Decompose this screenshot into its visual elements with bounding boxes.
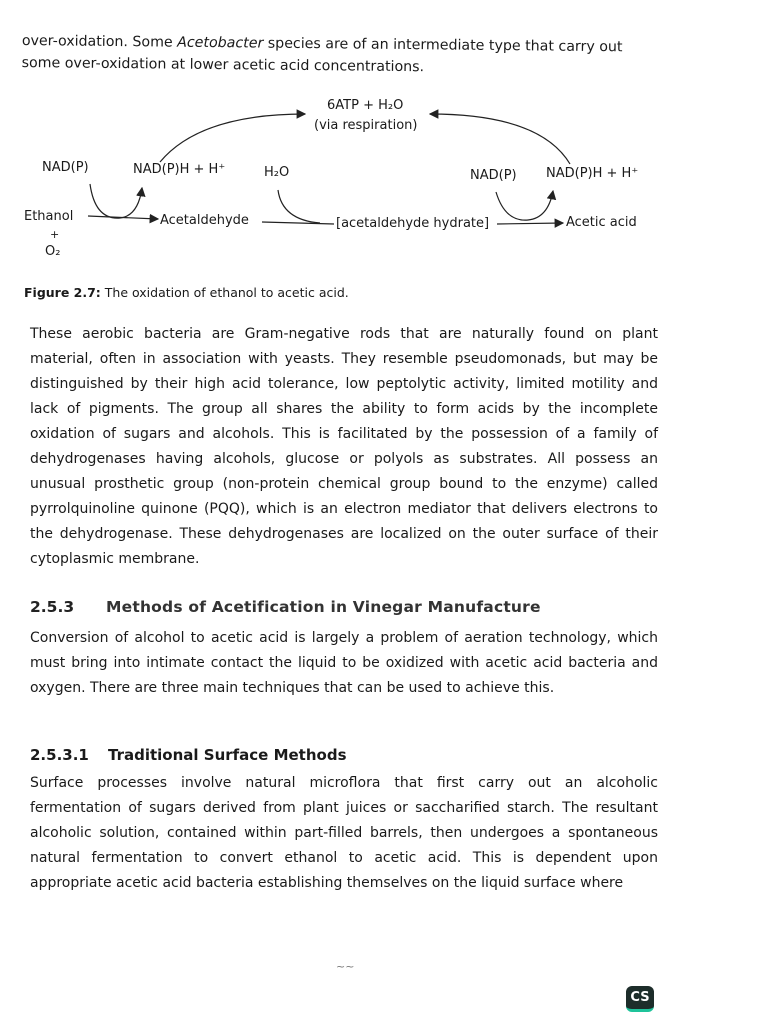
respiration-label: (via respiration) [314,118,418,133]
respiration-arrow-right [430,114,570,164]
intro-text-before: over-oxidation. Some [21,32,178,51]
paragraph-surface-processes [30,771,658,896]
respiration-arrow-left [160,114,305,162]
water-label: H₂O [264,165,290,180]
intro-text-after: species are of an intermediate type that carry out some over-oxidation at lower acetic acid concentrations. [21,35,623,76]
figure-caption-label: Figure 2.7: [24,285,101,300]
section-heading [30,598,541,616]
paragraph-conversion [30,626,658,701]
ethanol-label: Ethanol [24,209,74,224]
page-number: ~~ [336,960,355,973]
atp-label: 6ATP + H₂O [327,98,404,113]
nadp-left-label: NAD(P) [42,160,89,175]
section-number: 2.5.3 [30,598,75,616]
paragraph-conversion-text: Conversion of alcohol to acetic acid is largely a problem of aeration technology, which must bring into intimate contact the liquid to be oxidized with acetic acid bacteria and oxygen. There are three main techniques that can be used to achieve this. [30,630,658,696]
nadph-left-label: NAD(P)H + H⁺ [133,162,226,177]
paragraph-aerobic-bacteria-text: These aerobic bacteria are Gram-negative rods that are naturally found on plant material, often in association with yeasts. They resemble pseudomonads, but may be distinguished by their high acid tolerance, low peptolytic activity, limited motility and lack of pigments. The group all shares the ability to form acids by the incomplete oxidation of sugars and alcohols. This is facilitated by the possession of a family of dehydrogenases having alcohols, glucose or polyols as substrates. All possess an unusual prosthetic group (non-protein chemical group bound to the enzyme) called pyrrolquinoline quinone (PQQ), which is an electron mediator that delivers electrons to the dehydrogenase. These dehydrogenases are localized on the outer surface of their cytoplasmic membrane. [30,326,658,567]
hydrate-label: [acetaldehyde hydrate] [336,216,490,231]
left-nad-curve [90,184,142,218]
subsection-heading [30,746,347,764]
figure-caption-text: The oxidation of ethanol to acetic acid. [100,285,349,300]
reaction-diagram [0,92,768,282]
plus-sign: + [50,228,60,241]
acetaldehyde-label: Acetaldehyde [160,213,249,228]
hydrate-to-acetic-arrow [497,223,563,224]
oxygen-label: O₂ [45,244,61,259]
figure-caption [24,285,349,300]
right-nad-curve [496,191,553,220]
camscanner-badge-icon: CS [626,986,654,1012]
intro-paragraph [22,30,662,81]
intro-italic-genus: Acetobacter [177,34,264,52]
acetaldehyde-to-hydrate-line [262,222,334,224]
subsection-title: Traditional Surface Methods [108,746,347,764]
nadph-right-label: NAD(P)H + H⁺ [546,166,639,181]
water-curve [278,190,320,223]
paragraph-surface-processes-text: Surface processes involve natural microflora that first carry out an alcoholic fermentation of sugars derived from plant juices or saccharified starch. The resultant alcoholic solution, contained within part-filled barrels, then undergoes a spontaneous natural fermentation to convert ethanol to acetic acid. This is dependent upon appropriate acetic acid bacteria establishing themselves on the liquid surface where [30,775,658,891]
paragraph-aerobic-bacteria [30,322,658,572]
nadp-right-label: NAD(P) [470,168,517,183]
subsection-number: 2.5.3.1 [30,746,89,764]
acetic-acid-label: Acetic acid [566,215,637,230]
section-title: Methods of Acetification in Vinegar Manufacture [106,598,541,616]
